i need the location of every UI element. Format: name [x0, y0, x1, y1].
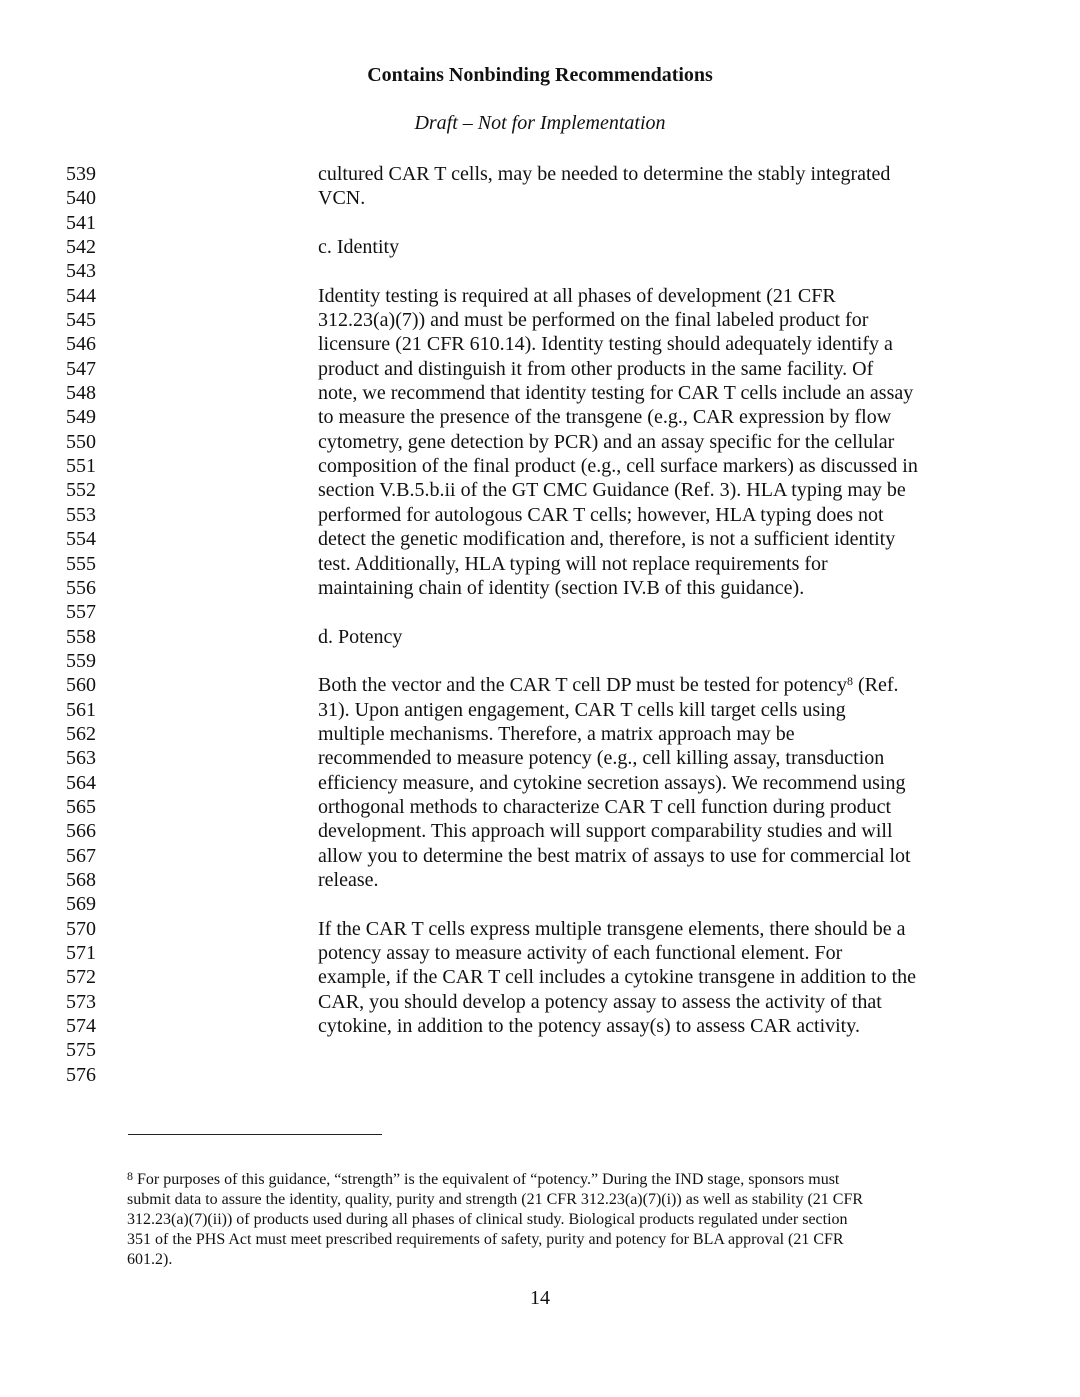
- line-text-main: performed for autologous CAR T cells; however, HLA typing does not: [318, 503, 884, 526]
- line-number: 549: [66, 406, 96, 429]
- line-row: [0, 600, 1080, 624]
- line-text: [318, 819, 893, 843]
- line-text-main: section V.B.5.b.ii of the GT CMC Guidance (Ref. 3). HLA typing may be: [318, 479, 906, 502]
- line-number: 572: [66, 966, 96, 989]
- line-text: [318, 186, 365, 210]
- line-row: [0, 746, 1080, 770]
- line-row: [0, 259, 1080, 283]
- line-text: [318, 503, 884, 527]
- line-row: [0, 771, 1080, 795]
- line-row: [0, 478, 1080, 502]
- line-number: 560: [66, 674, 96, 697]
- line-text: [318, 771, 905, 795]
- line-row: [0, 308, 1080, 332]
- line-number: 568: [66, 868, 96, 891]
- line-number: 574: [66, 1015, 96, 1038]
- line-text-main: release.: [318, 868, 379, 891]
- line-number: 567: [66, 844, 96, 867]
- line-number: 551: [66, 455, 96, 478]
- line-text: [318, 405, 891, 429]
- line-text: [318, 235, 399, 259]
- line-row: [0, 284, 1080, 308]
- line-number: 545: [66, 309, 96, 332]
- line-number: 546: [66, 333, 96, 356]
- line-number: 556: [66, 576, 96, 599]
- line-number: 548: [66, 382, 96, 405]
- line-row: [0, 625, 1080, 649]
- line-text: [318, 527, 895, 551]
- line-text: [318, 941, 842, 965]
- line-text-main: example, if the CAR T cell includes a cytokine transgene in addition to the: [318, 966, 916, 989]
- draft-notice: Draft – Not for Implementation: [414, 112, 666, 134]
- line-row: [0, 1063, 1080, 1087]
- line-text: [318, 454, 918, 478]
- line-number: 555: [66, 552, 96, 575]
- line-number: 563: [66, 747, 96, 770]
- line-row: [0, 722, 1080, 746]
- line-number: 544: [66, 284, 96, 307]
- line-text: [318, 673, 899, 697]
- line-text-main: product and distinguish it from other products in the same facility. Of: [318, 357, 874, 380]
- line-number: 557: [66, 601, 96, 624]
- footnote-line: [127, 1170, 957, 1190]
- line-text: [318, 965, 916, 989]
- line-row: [0, 1038, 1080, 1062]
- footnote-marker: 8: [127, 1169, 133, 1183]
- line-number: 576: [66, 1063, 96, 1086]
- line-number: 547: [66, 357, 96, 380]
- footnote-line: [127, 1210, 957, 1230]
- line-text: [318, 625, 402, 649]
- line-row: [0, 405, 1080, 429]
- line-row: [0, 430, 1080, 454]
- line-number: 575: [66, 1039, 96, 1062]
- footnote-text: 312.23(a)(7)(ii)) of products used during all phases of clinical study. Biological products regulated under section: [127, 1211, 848, 1228]
- line-row: [0, 673, 1080, 697]
- line-row: [0, 795, 1080, 819]
- line-number: 559: [66, 649, 96, 672]
- line-text-main: c. Identity: [318, 236, 400, 259]
- line-number: 540: [66, 187, 96, 210]
- footnote-text: submit data to assure the identity, quality, purity and strength (21 CFR 312.23(a)(7)(i)) as well as stability (21 CFR: [127, 1191, 864, 1208]
- line-text-main: licensure (21 CFR 610.14). Identity testing should adequately identify a: [318, 333, 893, 356]
- line-number: 565: [66, 795, 96, 818]
- line-row: [0, 990, 1080, 1014]
- line-row: [0, 454, 1080, 478]
- line-row: [0, 698, 1080, 722]
- line-text: [318, 795, 891, 819]
- line-text-main: composition of the final product (e.g., cell surface markers) as discussed in: [318, 455, 918, 478]
- line-text-main: development. This approach will support comparability studies and will: [318, 820, 893, 843]
- line-text-main: multiple mechanisms. Therefore, a matrix approach may be: [318, 722, 795, 745]
- footnote-text: For purposes of this guidance, “strength” is the equivalent of “potency.” During the IND stage, sponsors must: [133, 1171, 840, 1188]
- line-text: [318, 284, 836, 308]
- line-text: [318, 746, 884, 770]
- line-number: 539: [66, 163, 96, 185]
- line-number: 570: [66, 917, 96, 940]
- line-text: [318, 381, 913, 405]
- line-number: 566: [66, 820, 96, 843]
- line-text: [318, 1014, 860, 1038]
- page-number: 14: [530, 1287, 550, 1309]
- line-row: [0, 381, 1080, 405]
- line-number: 550: [66, 430, 96, 453]
- line-text-main: note, we recommend that identity testing for CAR T cells include an assay: [318, 382, 914, 405]
- line-number: 554: [66, 528, 96, 551]
- line-number: 571: [66, 942, 96, 964]
- line-text-main: cytometry, gene detection by PCR) and an assay specific for the cellular: [318, 430, 895, 453]
- line-text: [318, 868, 379, 892]
- line-row: [0, 917, 1080, 941]
- line-row: [0, 941, 1080, 965]
- line-text: [318, 552, 828, 576]
- line-text: [318, 332, 893, 356]
- line-text-main: allow you to determine the best matrix of assays to use for commercial lot: [318, 844, 911, 867]
- line-row: [0, 1014, 1080, 1038]
- line-row: [0, 332, 1080, 356]
- line-number: 552: [66, 479, 96, 502]
- line-row: [0, 844, 1080, 868]
- line-text: [318, 844, 911, 868]
- line-row: [0, 868, 1080, 892]
- line-text: [318, 917, 905, 941]
- footnote: [127, 1170, 957, 1270]
- line-text: [318, 698, 846, 722]
- line-text-main: potency assay to measure activity of each functional element. For: [318, 942, 843, 964]
- footnote-text: 351 of the PHS Act must meet prescribed requirements of safety, purity and potency for BLA approval (21 CFR: [127, 1231, 844, 1248]
- line-number: 573: [66, 990, 96, 1013]
- line-row: [0, 965, 1080, 989]
- line-text: [318, 990, 882, 1014]
- line-row: [0, 211, 1080, 235]
- line-text-main: VCN.: [318, 187, 366, 210]
- footnote-line: [127, 1230, 957, 1250]
- line-row: [0, 892, 1080, 916]
- line-row: [0, 503, 1080, 527]
- line-text-main: d. Potency: [318, 625, 403, 648]
- line-number: 543: [66, 260, 96, 283]
- line-text: [318, 162, 890, 186]
- line-text-main: cultured CAR T cells, may be needed to determine the stably integrated: [318, 163, 891, 185]
- line-number: 553: [66, 503, 96, 526]
- line-row: [0, 576, 1080, 600]
- line-text-main: recommended to measure potency (e.g., cell killing assay, transduction: [318, 747, 885, 770]
- line-text-main: 312.23(a)(7)) and must be performed on the final labeled product for: [318, 309, 869, 332]
- line-row: [0, 819, 1080, 843]
- line-text-main: detect the genetic modification and, therefore, is not a sufficient identity: [318, 528, 896, 551]
- footnote-line: [127, 1250, 957, 1270]
- line-number: 541: [66, 211, 96, 234]
- line-text: [318, 576, 804, 600]
- line-number: 558: [66, 625, 96, 648]
- line-text: [318, 722, 795, 746]
- line-text: [318, 357, 873, 381]
- line-number: 562: [66, 722, 96, 745]
- line-row: [0, 357, 1080, 381]
- line-row: [0, 235, 1080, 259]
- line-text-main: test. Additionally, HLA typing will not replace requirements for: [318, 552, 828, 575]
- line-text-main: cytokine, in addition to the potency assay(s) to assess CAR activity.: [318, 1015, 860, 1038]
- line-number: 561: [66, 698, 96, 721]
- line-text-after: (Ref.: [852, 674, 899, 697]
- footnote-line: [127, 1190, 957, 1210]
- footnote-text: 601.2).: [127, 1251, 173, 1268]
- footnote-reference: 8: [846, 674, 853, 689]
- line-text-main: to measure the presence of the transgene (e.g., CAR expression by flow: [318, 406, 892, 429]
- line-text-main: efficiency measure, and cytokine secretion assays). We recommend using: [318, 771, 906, 794]
- line-row: [0, 649, 1080, 673]
- line-text: [318, 430, 894, 454]
- footnote-separator: [128, 1134, 382, 1135]
- line-row: [0, 186, 1080, 210]
- document-header: Contains Nonbinding Recommendations: [367, 64, 713, 86]
- line-text-main: Both the vector and the CAR T cell DP must be tested for potency: [318, 674, 847, 697]
- line-text-main: Identity testing is required at all phases of development (21 CFR: [318, 284, 836, 307]
- line-number: 569: [66, 893, 96, 916]
- line-row: [0, 552, 1080, 576]
- line-text-main: orthogonal methods to characterize CAR T cell function during product: [318, 795, 891, 818]
- line-text-main: CAR, you should develop a potency assay to assess the activity of that: [318, 990, 882, 1013]
- line-number: 542: [66, 236, 96, 259]
- line-text-main: 31). Upon antigen engagement, CAR T cells kill target cells using: [318, 698, 846, 721]
- line-text: [318, 478, 906, 502]
- line-text-main: maintaining chain of identity (section IV.B of this guidance).: [318, 576, 805, 599]
- numbered-body-text: [0, 162, 1080, 1087]
- line-text: [318, 308, 868, 332]
- line-row: [0, 162, 1080, 186]
- line-text-main: If the CAR T cells express multiple transgene elements, there should be a: [318, 917, 906, 940]
- line-row: [0, 527, 1080, 551]
- line-number: 564: [66, 771, 96, 794]
